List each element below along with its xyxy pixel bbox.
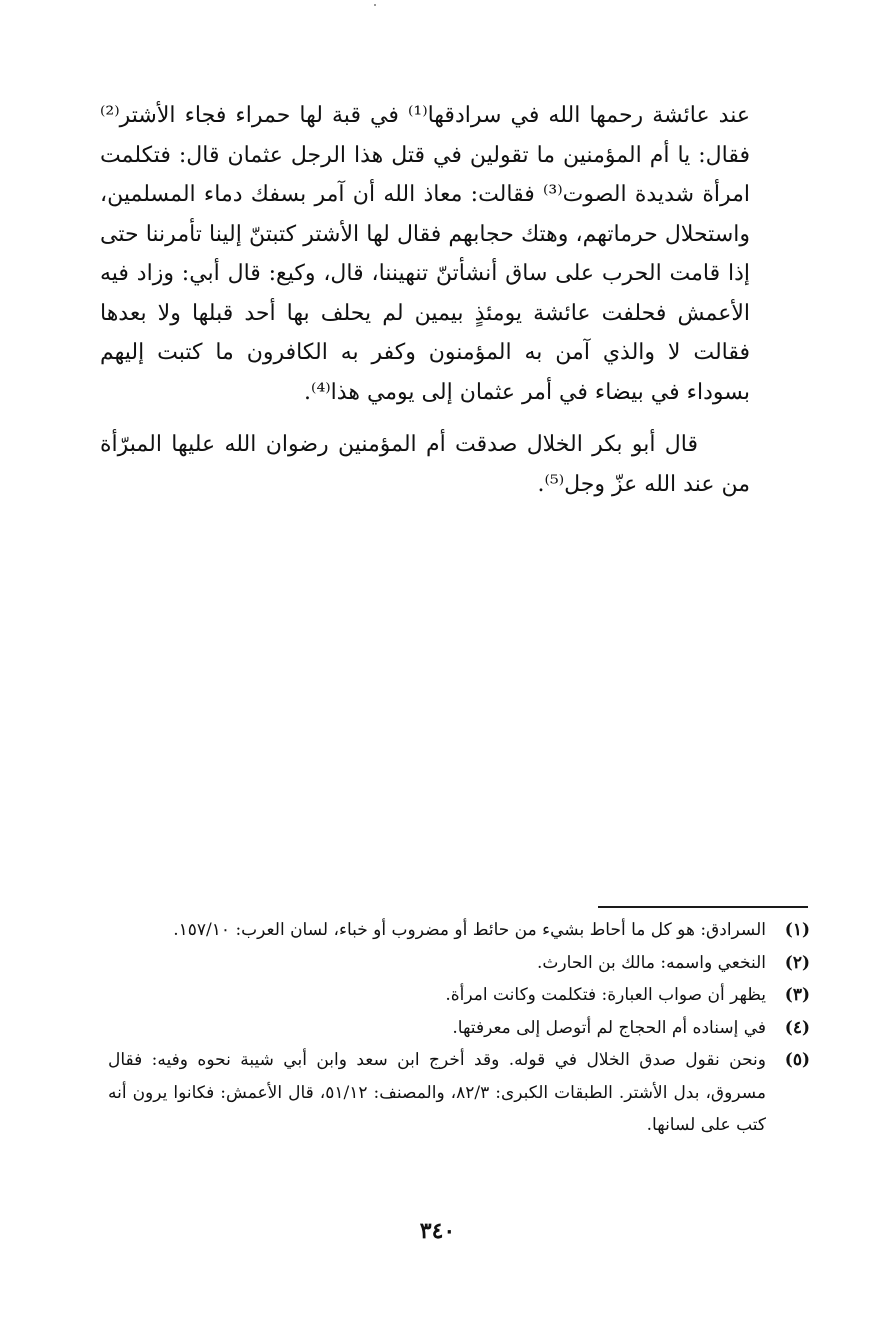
footnote-text: يظهر أن صواب العبارة: فتكلمت وكانت امرأة.: [445, 985, 766, 1005]
page-number: ٣٤٠: [419, 1218, 456, 1244]
footnote-1: [108, 914, 810, 947]
footnotes: [108, 914, 810, 1142]
footnote-text: السرادق: هو كل ما أحاط بشيء من حائط أو مضروب أو خباء، لسان العرب: ١٥٧/١٠.: [173, 920, 766, 940]
footnote-divider: [598, 906, 808, 908]
paragraph-1: عند عائشة رحمها الله في سرادقها⁽¹⁾ في قبة لها حمراء فجاء الأشتر⁽²⁾ فقال: يا أم المؤمنين ما تقولين في قتل هذا الرجل عثمان قال: فتكلمت امرأة شديدة الصوت⁽³⁾ فقالت: معاذ الله أن آمر بسفك دماء المسلمين، واستحلال حرماتهم، وهتك حجابهم فقال لها الأشتر كتبتنّ إلينا تأمرننا حتى إذا قامت الحرب على ساق أنشأتنّ تنهيننا، قال، وكيع: قال أبي: وزاد فيه الأعمش فحلفت عائشة يومئذٍ بيمين لم يحلف بها أحد قبلها ولا بعدها فقالت لا والذي آمن به المؤمنون وكفر به الكافرون ما كتبت إليهم بسوداء في بيضاء في أمر عثمان إلى يومي هذا⁽⁴⁾.: [100, 103, 750, 405]
footnote-number: (٢): [784, 952, 810, 973]
print-speck: [374, 4, 376, 6]
footnote-3: [108, 979, 810, 1012]
footnote-text: في إسناده أم الحجاج لم أتوصل إلى معرفتها.: [452, 1017, 766, 1038]
footnote-4: [108, 1012, 810, 1045]
footnote-2: [108, 947, 810, 980]
footnote-5: [108, 1044, 810, 1142]
main-text: [100, 96, 750, 504]
footnote-text: النخعي واسمه: مالك بن الحارث.: [537, 952, 766, 973]
paragraph-2: قال أبو بكر الخلال صدقت أم المؤمنين رضوان الله عليها المبرّأة من عند الله عزّ وجل⁽⁵⁾.: [100, 432, 750, 497]
footnote-number: (٤): [784, 1017, 810, 1038]
footnote-number: (١): [784, 920, 810, 940]
footnote-text: ونحن نقول صدق الخلال في قوله. وقد أخرج ابن سعد وابن أبي شيبة نحوه وفيه: فقال مسروق، بدل الأشتر. الطبقات الكبرى: ٨٢/٣، والمصنف: ٥١/١٢، قال الأعمش: فكانوا يرون أنه كتب على لسانها.: [108, 1050, 766, 1135]
footnote-number: (٥): [784, 1050, 810, 1070]
footnote-number: (٣): [784, 985, 810, 1005]
